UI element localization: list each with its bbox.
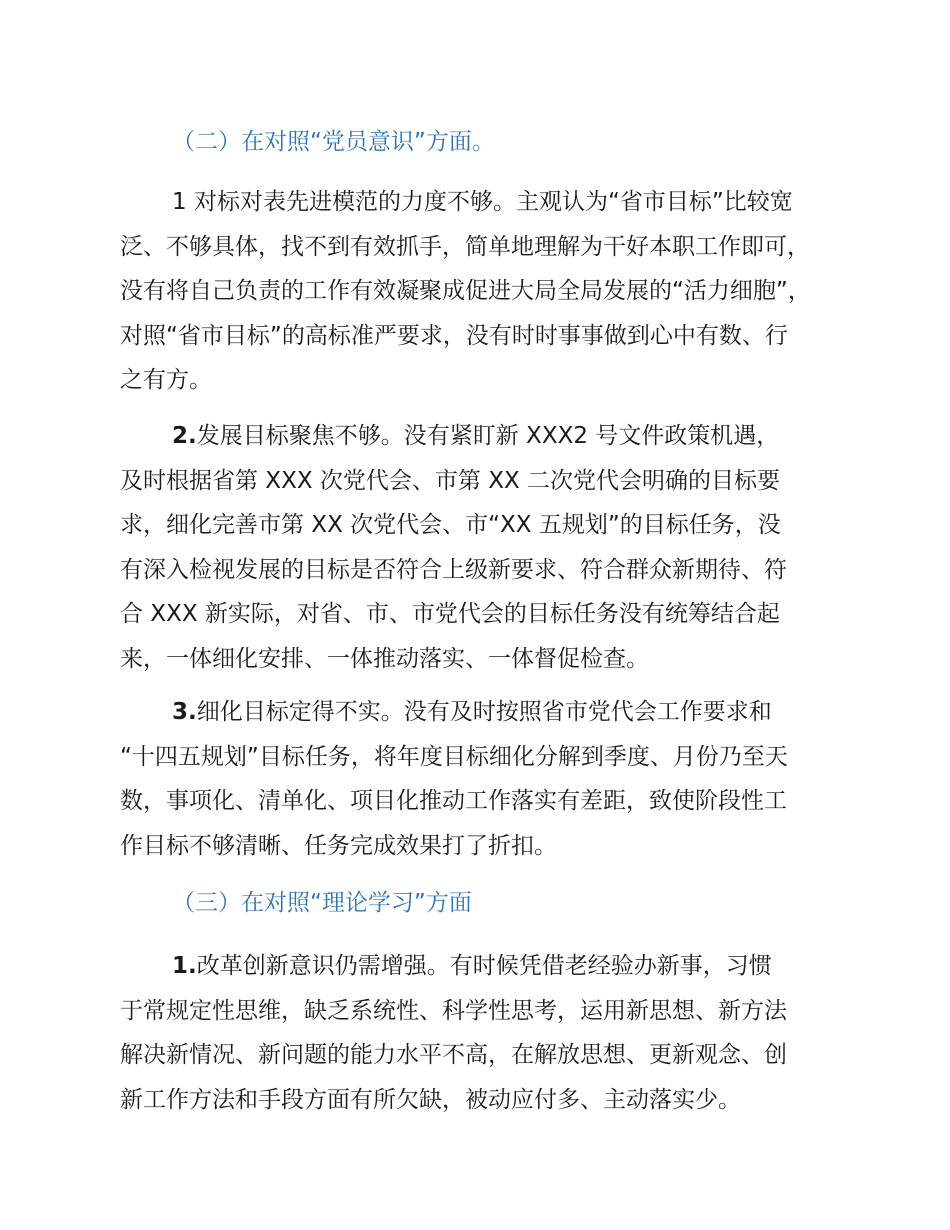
paragraph-line: 于常规定性思维，缺乏系统性、科学性思考，运用新思想、新方法 — [120, 997, 787, 1024]
paragraph-first-line — [120, 690, 850, 735]
paragraph-2-1 — [120, 180, 850, 403]
item-text: 细化目标定得不实。没有及时按照省市党代会工作要求和 — [196, 699, 772, 725]
item-number: 3. — [172, 699, 197, 725]
paragraph-line: 对照“省市目标”的高标准严要求，没有时时事事做到心中有数、行 — [120, 322, 788, 349]
paragraph-3-1 — [120, 944, 850, 1122]
paragraph-line: “十四五规划”目标任务，将年度目标细化分解到季度、月份乃至天 — [120, 743, 788, 770]
paragraph-2-2 — [120, 414, 850, 682]
paragraph-line: 作目标不够清晰、任务完成效果打了折扣。 — [120, 832, 557, 859]
paragraph-line: 新工作方法和手段方面有所欠缺，被动应付多、主动落实少。 — [120, 1086, 741, 1113]
item-text: 发展目标聚焦不够。没有紧盯新 XXX2 号文件政策机遇， — [196, 423, 780, 449]
paragraph-line: 泛、不够具体，找不到有效抓手，简单地理解为干好本职工作即可， — [120, 233, 810, 260]
paragraph-line: 没有将自己负责的工作有效凝聚成促进大局全局发展的“活力细胞”， — [120, 278, 811, 305]
paragraph-line: 1 对标对表先进模范的力度不够。主观认为“省市目标”比较宽 — [172, 189, 793, 215]
paragraph-line: 解决新情况、新问题的能力水平不高，在解放思想、更新观念、创 — [120, 1042, 787, 1069]
paragraph-line: 数，事项化、清单化、项目化推动工作落实有差距，致使阶段性工 — [120, 788, 787, 815]
paragraph-line: 有深入检视发展的目标是否符合上级新要求、符合群众新期待、符 — [120, 556, 787, 583]
paragraph-first-line — [120, 414, 850, 459]
paragraph-2-3 — [120, 690, 850, 868]
paragraph-line: 合 XXX 新实际，对省、市、市党代会的目标任务没有统筹结合起 — [120, 601, 780, 628]
item-number: 2. — [172, 423, 197, 449]
section-heading-2: （二）在对照“党员意识”方面。 — [172, 129, 495, 155]
paragraph-line: 及时根据省第 XXX 次党代会、市第 XX 二次党代会明确的目标要 — [120, 467, 781, 494]
paragraph-first-line — [120, 944, 850, 989]
paragraph-line: 来，一体细化安排、一体推动落实、一体督促检查。 — [120, 645, 649, 672]
section-heading-3: （三）在对照“理论学习”方面 — [172, 890, 472, 916]
item-text: 改革创新意识仍需增强。有时候凭借老经验办新事，习惯 — [196, 953, 772, 979]
paragraph-line: 之有方。 — [120, 367, 212, 394]
paragraph-line: 求，细化完善市第 XX 次党代会、市“XX 五规划”的目标任务，没 — [120, 512, 781, 539]
item-number: 1. — [172, 953, 197, 979]
